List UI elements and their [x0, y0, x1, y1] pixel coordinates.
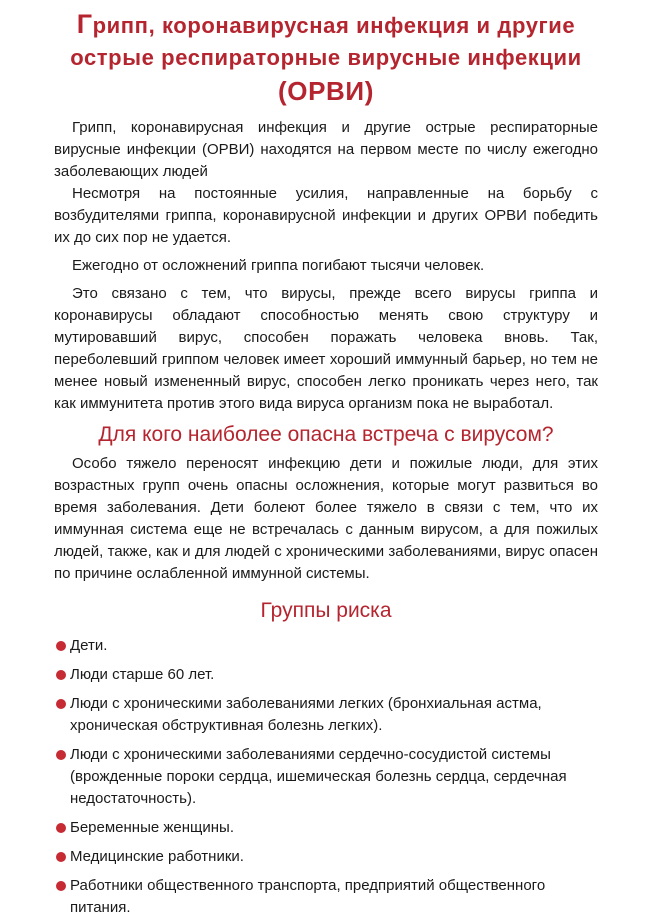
risk-groups-heading: Группы риска — [260, 599, 392, 622]
title-line-2: острые респираторные вирусные инфекции — [70, 45, 582, 70]
intro-paragraph-1: Грипп, коронавирусная инфекция и другие острые респираторные вирусные инфекции (ОРВИ) находятся на первом месте по числу ежегодно заболевающих людей — [54, 119, 598, 180]
list-item — [54, 664, 598, 686]
title-line-3: (ОРВИ) — [278, 76, 374, 106]
bullet-dot-icon — [56, 823, 66, 833]
bullet-dot-icon — [56, 852, 66, 862]
list-item — [54, 744, 598, 810]
danger-paragraph: Особо тяжело переносят инфекцию дети и пожилые люди, для этих возрастных групп очень опасны осложнения, которые могут развиться во время заболевания. Дети болеют более тяжело в связи с тем, что их иммунная система еще не встречалась с данным вирусом, а для пожилых людей, также, как и для людей с хроническими заболеваниями, вирус опасен по причине ослабленной иммунной системы. — [54, 455, 598, 582]
list-item-text: Работники общественного транспорта, предприятий общественного питания. — [70, 877, 546, 916]
list-item-text: Беременные женщины. — [70, 819, 234, 836]
bullet-dot-icon — [56, 699, 66, 709]
list-item-text: Люди с хроническими заболеваниями сердечно-сосудистой системы (врожденные пороки сердца, ишемическая болезнь сердца, сердечная недостаточность). — [70, 746, 567, 807]
bullet-dot-icon — [56, 641, 66, 651]
risk-groups-list — [54, 635, 598, 919]
bullet-dot-icon — [56, 670, 66, 680]
list-item — [54, 635, 598, 657]
intro-paragraph-2: Несмотря на постоянные усилия, направленные на борьбу с возбудителями гриппа, коронавирусной инфекции и других ОРВИ победить их до сих пор не удается. — [54, 185, 598, 246]
list-item — [54, 875, 598, 919]
title-line-1 — [76, 9, 576, 39]
title-line-1-text: рипп, коронавирусная инфекция и другие — [92, 13, 576, 38]
list-item-text: Люди старше 60 лет. — [70, 666, 215, 683]
list-item-text: Люди с хроническими заболеваниями легких (бронхиальная астма, хроническая обструктивная болезнь легких). — [70, 695, 542, 734]
list-item-text: Медицинские работники. — [70, 848, 244, 865]
list-item-text: Дети. — [70, 637, 108, 654]
list-item — [54, 693, 598, 737]
bullet-dot-icon — [56, 750, 66, 760]
danger-heading: Для кого наиболее опасна встреча с вирусом? — [98, 423, 554, 446]
bullet-dot-icon — [56, 881, 66, 891]
list-item — [54, 817, 598, 839]
intro-paragraph-4: Это связано с тем, что вирусы, прежде всего вирусы гриппа и коронавирусы обладают способностью менять свою структуру и мутировавший вирус, способен поражать человека вновь. Так, переболевший гриппом человек имеет хороший иммунный барьер, но тем не менее новый измененный вирус, способен легко проникать через него, так как иммунитета против этого вида вируса организм пока не выработал. — [54, 285, 598, 412]
intro-paragraph-3: Ежегодно от осложнений гриппа погибают тысячи человек. — [72, 257, 485, 274]
page-title — [54, 8, 598, 109]
list-item — [54, 846, 598, 868]
title-initial-letter: Г — [76, 9, 93, 39]
